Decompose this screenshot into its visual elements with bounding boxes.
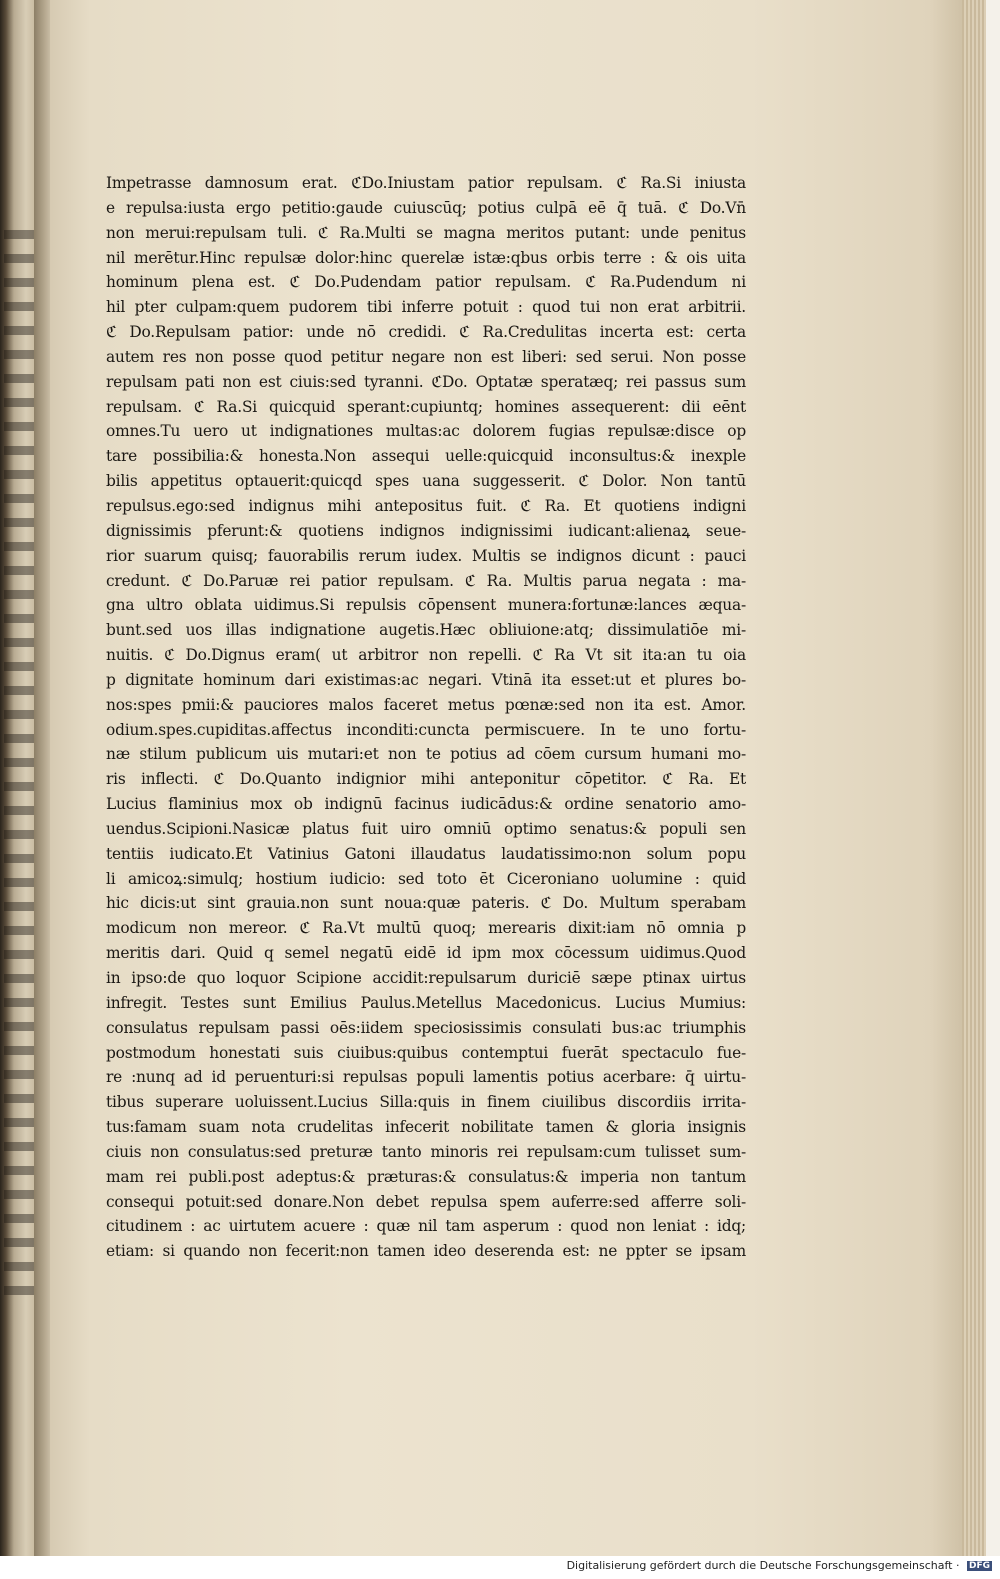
text-line: infregit. Testes sunt Emilius Paulus.Metellus Macedonicus. Lucius Mumius:: [106, 993, 746, 1012]
text-line: bunt.sed uos illas indignatione augetis.Hæc obliuione:atq; dissimulatiōe mi-: [106, 621, 746, 640]
digitization-note: Digitalisierung gefördert durch die Deutsche Forschungsgemeinschaft ·: [566, 1559, 960, 1572]
text-line: ciuis non consulatus:sed preturæ tanto minoris rei repulsam:cum tulisset sum-: [106, 1142, 746, 1161]
opposite-page-edge: [0, 0, 36, 1579]
text-line: uendus.Scipioni.Nasicæ platus fuit uiro omniū optimo senatus:& populi sen: [106, 819, 746, 838]
text-line: nuitis. ℭ Do.Dignus eram( ut arbitror non repelli. ℭ Ra Vt sit ita:an tu oia: [106, 646, 746, 665]
text-line: odium.spes.cupiditas.affectus inconditi:cuncta permiscuere. In te uno fortu-: [106, 720, 746, 739]
text-line: autem res non posse quod petitur negare non est liberi: sed serui. Non posse: [106, 347, 746, 366]
page-stack-edges: [962, 0, 986, 1556]
text-line: hil pter culpam:quem pudorem tibi inferre potuit : quod tui non erat arbitrii.: [106, 298, 746, 317]
text-line: p dignitate hominum dari existimas:ac negari. Vtinā ita esset:ut et plures bo-: [106, 670, 746, 689]
text-line: citudinem : ac uirtutem acuere : quæ nil tam asperum : quod non leniat : idq;: [106, 1217, 746, 1236]
text-line: repulsam. ℭ Ra.Si quicquid sperant:cupiuntq; homines assequerent: dii eēnt: [106, 397, 746, 416]
text-line: omnes.Tu uero ut indignationes multas:ac dolorem fugias repulsæ:disce op: [106, 422, 746, 441]
text-line: næ stilum publicum uis mutari:et non te potius ad cōem cursum humani mo-: [106, 745, 746, 764]
text-line: tare possibilia:& honesta.Non assequi uelle:quicquid inconsultus:& inexple: [106, 447, 746, 466]
text-line: repulsus.ego:sed indignus mihi antepositus fuit. ℭ Ra. Et quotiens indigni: [106, 496, 746, 515]
digitization-credit: [567, 1559, 992, 1572]
text-line: gna ultro oblata uidimus.Si repulsis cōpensent munera:fortunæ:lances æqua-: [106, 596, 746, 615]
text-line: consulatus repulsam passi oēs:iidem speciosissimis consulati bus:ac triumphis: [106, 1018, 746, 1037]
text-line: modicum non mereor. ℭ Ra.Vt multū quoq; merearis dixit:iam nō omnia p: [106, 919, 746, 938]
text-line: tentiis iudicato.Et Vatinius Gatoni illaudatus laudatissimo:non solum popu: [106, 844, 746, 863]
text-line: meritis dari. Quid q semel negatū eidē id ipm mox cōcessum uidimus.Quod: [106, 944, 746, 963]
text-line: nos:spes pmii:& pauciores malos faceret metus pœnæ:sed non ita est. Amor.: [106, 695, 746, 714]
text-line: bilis appetitus optauerit:quicqd spes uana suggesserit. ℭ Dolor. Non tantū: [106, 472, 746, 491]
text-line: ris inflecti. ℭ Do.Quanto indignior mihi anteponitur cōpetitor. ℭ Ra. Et: [106, 770, 746, 789]
text-line: postmodum honestati suis ciuibus:quibus contemptui fuerāt spectaculo fue-: [106, 1043, 746, 1062]
text-line: Lucius flaminius mox ob indignū facinus iudicādus:& ordine senatorio amo-: [106, 795, 746, 814]
text-line: tus:famam suam nota crudelitas infecerit nobilitate tamen & gloria insignis: [106, 1118, 746, 1137]
text-line: rior suarum quisq; fauorabilis rerum iudex. Multis se indignos dicunt : pauci: [106, 546, 746, 565]
text-line: hic dicis:ut sint grauia.non sunt noua:quæ pateris. ℭ Do. Multum sperabam: [106, 894, 746, 913]
dfg-logo: DFG: [968, 1561, 990, 1571]
text-line: Impetrasse damnosum erat. ℭDo.Iniustam patior repulsam. ℭ Ra.Si iniusta: [106, 174, 746, 192]
text-line: tibus superare uoluissent.Lucius Silla:quis in finem ciuilibus discordiis irrita-: [106, 1093, 746, 1112]
text-line: nil merētur.Hinc repulsæ dolor:hinc querelæ istæ:qbus orbis terre : & ois uita: [106, 248, 746, 267]
text-line: credunt. ℭ Do.Paruæ rei patior repulsam. ℭ Ra. Multis parua negata : ma-: [106, 571, 746, 590]
scan-background-right: [986, 0, 1000, 1579]
opposite-page-text-fragment: [4, 230, 34, 1310]
text-line: non merui:repulsam tuli. ℭ Ra.Multi se magna meritos putant: unde penitus: [106, 223, 746, 242]
text-line: e repulsa:iusta ergo petitio:gaude cuiuscūq; potius culpā eē q̄ tuā. ℭ Do.Vn̄: [106, 198, 746, 217]
text-line: hominum plena est. ℭ Do.Pudendam patior repulsam. ℭ Ra.Pudendum ni: [106, 273, 746, 292]
text-line: in ipso:de quo loquor Scipione accidit:repulsarum duriciē sæpe ptinax uirtus: [106, 969, 746, 987]
text-line: ℭ Do.Repulsam patior: unde nō credidi. ℭ Ra.Credulitas incerta est: certa: [106, 323, 746, 342]
incunable-text-block: [106, 171, 746, 1264]
text-line: re :nunq ad id peruenturi:si repulsas populi lamentis potius acerbare: q̄ uirtu-: [106, 1068, 746, 1087]
text-line: repulsam pati non est ciuis:sed tyranni. ℭDo. Optatæ speratæq; rei passus sum: [106, 372, 746, 391]
text-line: consequi potuit:sed donare.Non debet repulsa spem auferre:sed afferre soli-: [106, 1192, 746, 1211]
text-line: dignissimis pferunt:& quotiens indignos indignissimi iudicant:alienaꝝ seue-: [106, 521, 746, 540]
text-line: li amicoꝝ:simulq; hostium iudicio: sed toto ēt Ciceroniano uolumine : quid: [106, 869, 746, 888]
text-line: mam rei publi.post adeptus:& præturas:& consulatus:& imperia non tantum: [106, 1167, 746, 1186]
text-line: etiam: si quando non fecerit:non tamen ideo deserenda est: ne ppter se ipsam: [106, 1242, 746, 1261]
